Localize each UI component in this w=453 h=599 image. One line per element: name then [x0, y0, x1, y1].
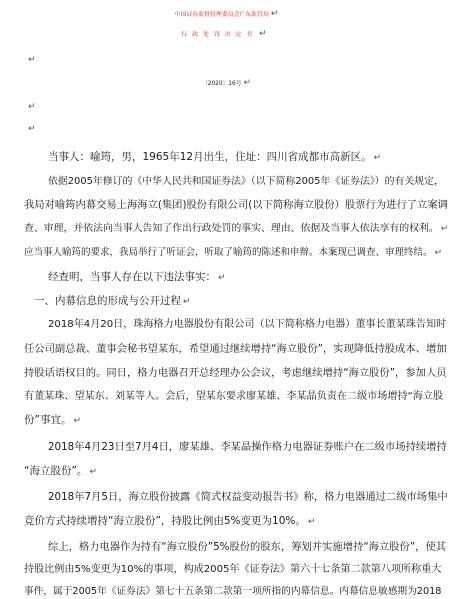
paragraph-mark-icon: ↵: [183, 297, 191, 307]
body-line: 任公司副总裁、董事会秘书望某东，希望通过继续增持“海立股份”，实现降低持股成本、增加: [24, 343, 447, 355]
paragraph-mark-icon: ↵: [373, 153, 382, 163]
paragraph-mark-icon: ↵: [434, 248, 443, 258]
section-heading: 一、内幕信息的形成与公开过程 ↵: [34, 295, 191, 307]
paragraph-mark-icon: ↵: [73, 416, 81, 426]
body-line: 事件，属于2005年《证券法》第七十五条第二款第一项所指的内幕信息。内幕信息敏感期为2018: [24, 586, 442, 597]
paragraph-mark-icon: ↵: [28, 124, 36, 134]
body-line: 份”事宜。 ↵: [24, 414, 81, 426]
paragraph-mark-icon: ↵: [218, 273, 226, 283]
body-line: 依据2005年修订的《中华人民共和国证券法》（以下简称2005年《证券法》）的有关规定，: [48, 176, 444, 187]
paragraph-mark-icon: ↵: [243, 78, 252, 88]
findings-intro: 经查明，当事人存在以下违法事实： ↵: [48, 271, 226, 283]
body-line: 2018年7月5日，海立股份披露《简式权益变动报告书》称，格力电器通过二级市场集中: [48, 491, 448, 503]
body-line: 有董某珠、望某东、刘某等人。会后，望某东要求廖某雄、李某晶负责在二级市场增持“海立股: [24, 391, 444, 402]
body-line: 持股话语权目的。同日，格力电器召开总经理办公会议，考虑继续增持“海立股份”，参加人员: [24, 367, 447, 379]
body-line: 综上，格力电器作为持有“海立股份”5%股份的股东，筹划并实施增持“海立股份”，使其: [48, 541, 447, 553]
body-line: 我局对喻筠内幕交易上海海立(集团)股份有限公司(以下简称海立股份）股票行为进行了立案调: [24, 199, 448, 211]
paragraph-mark-icon: ↵: [440, 224, 449, 234]
body-line: “海立股份”。 ↵: [24, 465, 97, 477]
paragraph-mark-icon: ↵: [259, 29, 272, 39]
paragraph-mark-icon: ↵: [89, 467, 97, 477]
body-line: 2018年4月23日至7月4日，廖某雄、李某晶操作格力电器证券账户在二级市场持续增持: [48, 441, 447, 453]
document-number: 〔2020〕16号 ↵: [201, 78, 252, 88]
body-line: 竞价方式持续增持“海立股份”，持股比例由5%变更为10%。 ↵: [24, 515, 316, 527]
paragraph-mark-icon: ↵: [28, 102, 36, 112]
body-line: 查、审理，并依法向当事人告知了作出行政处罚的事实、理由、依据及当事人依法享有的权利。 ↵: [24, 223, 449, 234]
body-line: 2018年4月20日，珠海格力电器股份有限公司（以下简称格力电器）董事长董某珠告知时: [48, 319, 447, 330]
paragraph-mark-icon: ↵: [270, 9, 279, 19]
body-line: 应当事人喻筠的要求，我局举行了听证会，听取了喻筠的陈述和申辩。本案现已调查、审理终结。 ↵: [24, 247, 443, 258]
paragraph-mark-icon: ↵: [28, 55, 36, 65]
body-line: 持股比例由5%变更为10%的事项，构成2005年《证券法》第六十七条第二款第八项所称重大: [24, 564, 442, 575]
party-info: 当事人：喻筠，男，1965年12月出生，住址：四川省成都市高新区。 ↵: [48, 151, 382, 163]
document-title: 行政处罚决定书 ↵: [181, 29, 272, 39]
paragraph-mark-icon: ↵: [307, 517, 316, 527]
issuing-authority: 中国证券监督管理委员会广东监管局 ↵: [174, 9, 279, 19]
